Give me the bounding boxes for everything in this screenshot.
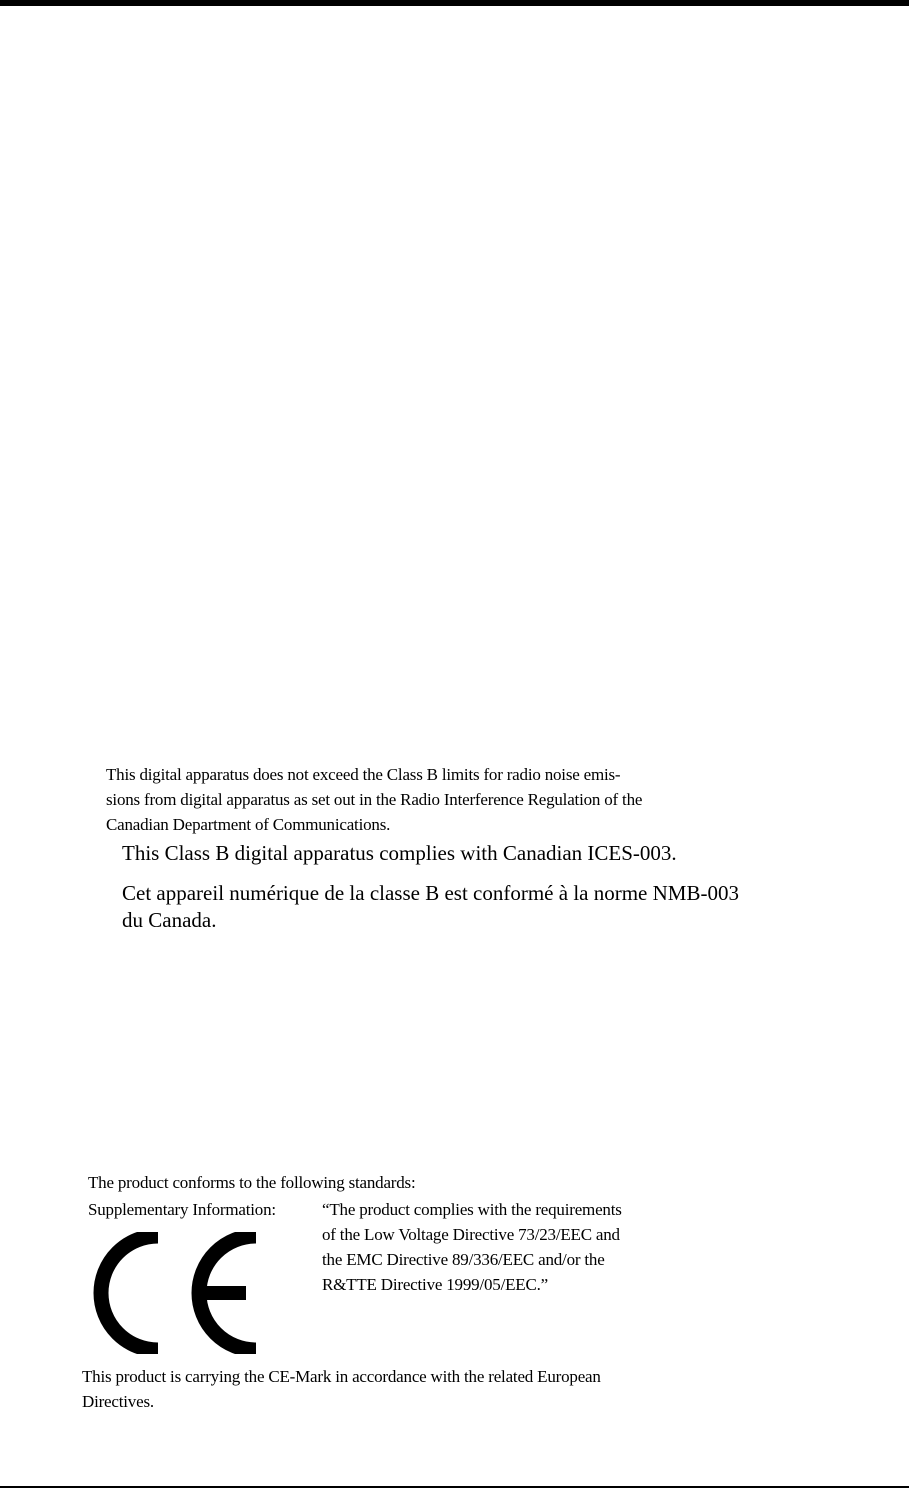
ce-mark-statement [82, 1364, 601, 1414]
canada-emissions-notice [106, 762, 826, 837]
ce-mark-statement-line: Directives. [82, 1392, 154, 1411]
nmb-statement-line: du Canada. [122, 908, 217, 932]
canada-notice-line: This digital apparatus does not exceed the Class B limits for radio noise emis- [106, 765, 621, 784]
supplementary-info-line: R&TTE Directive 1999/05/EEC.” [322, 1275, 549, 1294]
ce-mark-c [101, 1236, 158, 1350]
ce-mark-statement-line: This product is carrying the CE-Mark in accordance with the related European [82, 1367, 601, 1386]
canada-notice-line: Canadian Department of Communications. [106, 815, 391, 834]
supplementary-info-label: Supplementary Information: [88, 1200, 276, 1219]
nmb-statement-french [122, 880, 842, 934]
ce-mark-e-bar [202, 1286, 246, 1300]
supplementary-info-text [322, 1197, 622, 1297]
supplementary-info-line: of the Low Voltage Directive 73/23/EEC and [322, 1225, 620, 1244]
ce-mark-logo [92, 1232, 262, 1354]
top-rule [0, 0, 909, 6]
supplementary-info-line: “The product complies with the requirements [322, 1200, 622, 1219]
canada-notice-line: sions from digital apparatus as set out in the Radio Interference Regulation of the [106, 790, 643, 809]
ce-standards-intro: The product conforms to the following standards: [88, 1173, 416, 1192]
bottom-rule [0, 1486, 909, 1488]
ices-statement: This Class B digital apparatus complies with Canadian ICES-003. [122, 841, 677, 865]
nmb-statement-line: Cet appareil numérique de la classe B est conformé à la norme NMB-003 [122, 881, 739, 905]
supplementary-info-line: the EMC Directive 89/336/EEC and/or the [322, 1250, 605, 1269]
